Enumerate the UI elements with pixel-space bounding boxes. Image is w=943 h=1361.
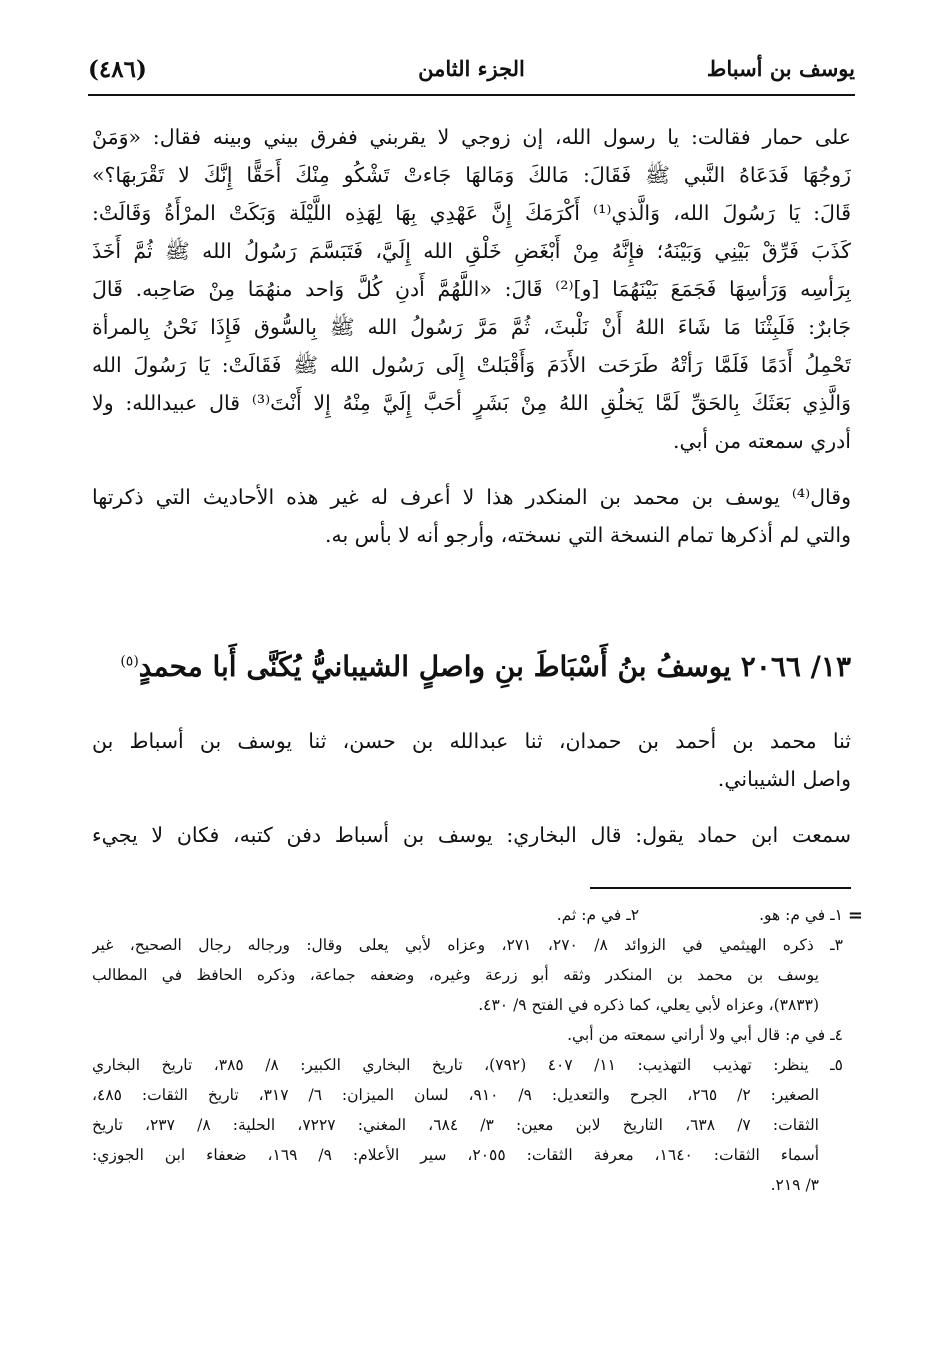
footnote-5-line: الصغير: ٢/ ٢٦٥، الجرح والتعديل: ٩/ ٩١٠، لسان الميزان: ٦/ ٣١٧، تاريخ الثقات: ٤٨٥، [92, 1086, 820, 1104]
header-page-number: (٤٨٦) [88, 56, 147, 83]
text-line: كَذَبَ فَرِّقْ بَيْنِي وَبَيْنَهُ؛ فإِنَّهُ مِنْ أَبْغَضِ خَلْقِ الله إِلَيَّ، فَتَبَسَّمَ رَسُولُ الله ﷺ ثُمَّ أَخَذَ [92, 239, 851, 263]
text-line: سمعت ابن حماد يقول: قال البخاري: يوسف بن أسباط دفن كتبه، فكان لا يجيء [92, 823, 851, 847]
entry-heading [100, 650, 851, 708]
paragraph-isnad [92, 722, 851, 798]
paragraph-hadith [92, 118, 851, 460]
entry-heading-note: (٥) [120, 653, 139, 670]
footnote-5-line: أسماء الثقات: ١٦٤٠، معرفة الثقات: ٢٠٥٥، سير الأعلام: ٩/ ١٦٩، ضعفاء ابن الجوزي: [92, 1146, 820, 1164]
footnote-4: ٤ـ في م: قال أبي ولا أراني سمعته من أبي. [567, 1026, 843, 1044]
entry-heading-text: ١٣/ ٢٠٦٦ يوسفُ بنُ أَسْبَاطَ بنِ واصلٍ الشيبانيُّ يُكَنَّى أَبا محمدٍ [138, 650, 851, 683]
paragraph-bukhari [92, 816, 851, 854]
text-line: جَابرٌ: فَلَبِثْنَا مَا شَاءَ اللهُ أَنْ نَلْبثَ، ثُمَّ مَرَّ رَسُولُ الله ﷺ بِالسُّوق فَإِذَا نَحْنُ بِالمرأة [92, 315, 851, 339]
running-header [88, 56, 855, 86]
footnote-3-line: ٣ـ ذكره الهيثمي في الزوائد ٨/ ٢٧٠، ٢٧١، وعزاه لأبي يعلى وقال: ورجاله رجال الصحيح، غير [92, 936, 843, 954]
footnote-5-line: ٥ـ ينظر: تهذيب التهذيب: ١١/ ٤٠٧ (٧٩٢)، تاريخ البخاري الكبير: ٨/ ٣٨٥، تاريخ البخاري [92, 1056, 843, 1074]
text-line: والتي لم أذكرها تمام النسخة التي نسخته، وأرجو أنه لا بأس به. [324, 523, 851, 547]
text-line: تَحْمِلُ أَدَمًا فَلَمَّا رَأتْهُ طَرَحَت الأَدَمَ وَأَقْبَلتْ إِلَى رَسُول الله ﷺ فَقَالَتْ: يَا رَسُولَ الله [92, 353, 851, 377]
text-line: واصل الشيباني. [717, 767, 851, 791]
text-line: وَالَّذِي بَعَثَكَ بِالحَقِّ لَمَّا يَخلُقِ اللهُ مِنْ بَشَرٍ أحَبَّ إِلَيَّ مِنْهُ إِلا أَنْتَ⁽³⁾ قال عبيدالله: ولا [92, 391, 851, 415]
text-line: على حمار فقالت: يا رسول الله، إن زوجي لا يقربني ففرق بيني وبينه فقال: «وَمَنْ [92, 125, 851, 149]
footnote-row-1-2 [92, 900, 843, 930]
text-line: زَوجُهَا فَدَعَاهُ النَّبي ﷺ فَقَالَ: مَالكَ وَمَالهَا جَاءتْ تَشْكُو مِنْكَ أَحَقًّا إِنَّكَ لا تَقْرَبهَا؟» [92, 163, 851, 187]
header-part-title: الجزء الثامن [418, 56, 525, 81]
text-line: ثنا محمد بن أحمد بن حمدان، ثنا عبدالله بن حسن، ثنا يوسف بن أسباط بن [92, 729, 851, 753]
header-book-title: يوسف بن أسباط [706, 56, 855, 81]
footnote-1: ١ـ في م: هو. [759, 906, 843, 924]
footnote-5-line: الثقات: ٧/ ٦٣٨، التاريخ لابن معين: ٣/ ٦٨٤، المغني: ٧٢٢٧، الحلية: ٨/ ٢٣٧، تاريخ [92, 1116, 819, 1134]
text-line: وقال⁽⁴⁾ يوسف بن محمد بن المنكدر هذا لا أعرف له غير هذه الأحاديث التي ذكرتها [92, 485, 851, 509]
text-line: بِرَأسِه وَرَأسِهَا فَجَمَعَ بَيْنَهُمَا [و]⁽²⁾ قَالَ: «اللَّهُمَّ أَدنِ كُلَّ وَاحد منهُمَا مِنْ صَاحِبه. قَالَ [92, 277, 851, 301]
text-line: أدري سمعته من أبي. [672, 429, 851, 453]
text-line: قَالَ: يَا رَسُولَ الله، وَالَّذي⁽¹⁾ أَكْرَمَكَ إِنَّ عَهْدِي بِهَا لِهَذِه اللَّيْلَة وَبَكَتْ المرْأَةُ وَقَالَتْ: [92, 201, 851, 225]
footnotes [92, 900, 843, 1200]
main-text [92, 118, 851, 572]
footnote-3-line: (٣٨٣٣)، وعزاه لأبي يعلي، كما ذكره في الفتح ٩/ ٤٣٠. [478, 996, 819, 1014]
footnote-rule [590, 887, 851, 889]
footnote-3-line: يوسف بن محمد بن المنكدر وثقه أبو زرعة وغيره، وضعفه جماعة، وذكره الحافظ في المطالب [92, 966, 819, 984]
paragraph-comment [92, 478, 851, 554]
footnote-2: ٢ـ في م: ثم. [556, 906, 640, 924]
footnote-continuation-mark: = [847, 905, 863, 926]
header-rule [88, 94, 855, 96]
footnote-5-line: ٣/ ٢١٩. [770, 1176, 819, 1194]
entry-text [92, 722, 851, 872]
